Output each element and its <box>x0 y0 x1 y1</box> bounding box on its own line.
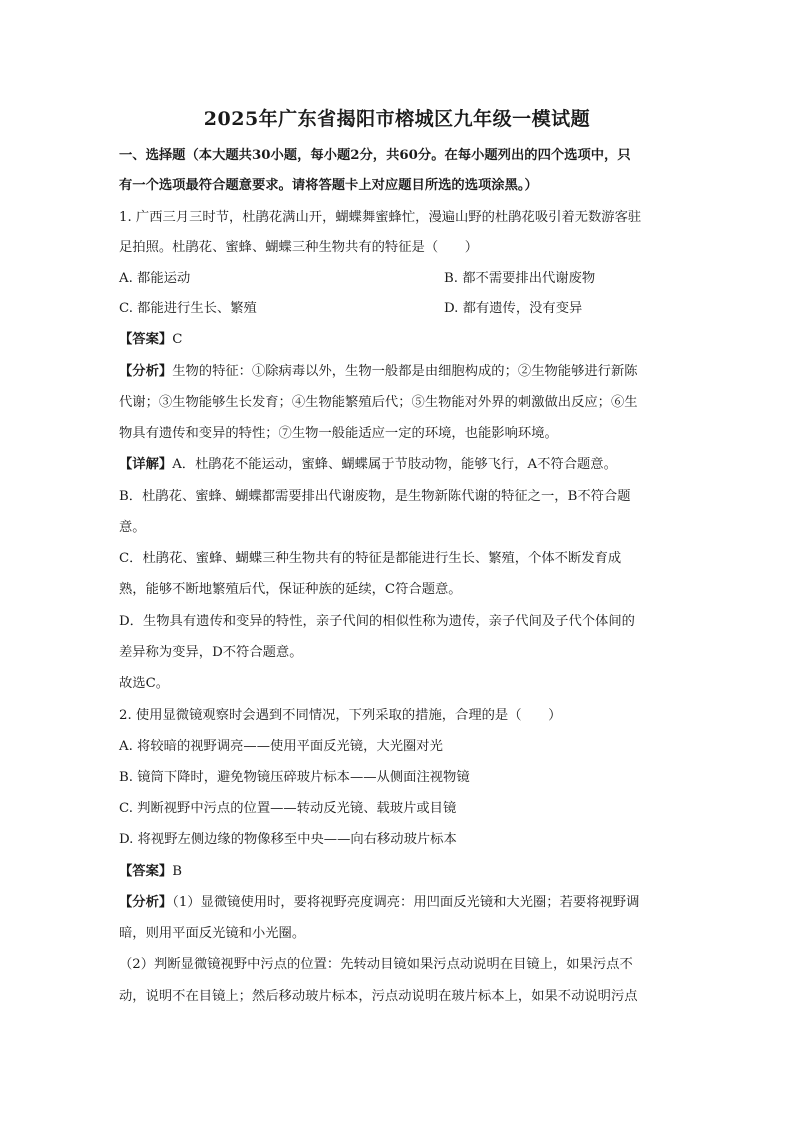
q1-option-a: A. 都能运动 <box>119 271 191 286</box>
q1-analysis-line-3: 物具有遗传和变异的特性；⑦生物一般能适应一定的环境，也能影响环境。 <box>119 426 558 441</box>
q2-analysis-line-3: （2）判断显微镜视野中污点的位置：先转动目镜如果污点动说明在目镜上，如果污点不 <box>119 957 633 972</box>
q1-stem-line-2: 足拍照。杜鹃花、蜜蜂、蝴蝶三种生物共有的特征是（ ） <box>119 240 479 255</box>
q1-detail-line-4: C．杜鹃花、蜜蜂、蝴蝶三种生物共有的特征是都能进行生长、繁殖，个体不断发育成 <box>119 551 622 566</box>
section-heading-line-1: 一、选择题（本大题共30小题，每小题2分，共60分。在每小题列出的四个选项中，只 <box>119 148 631 163</box>
detail-text: A．杜鹃花不能运动，蜜蜂、蝴蝶属于节肢动物，能够飞行，A不符合题意。 <box>172 457 617 472</box>
answer-label: 【答案】 <box>119 332 173 347</box>
q1-detail-line-2: B．杜鹃花、蜜蜂、蝴蝶都需要排出代谢废物，是生物新陈代谢的特征之一，B不符合题 <box>119 489 631 504</box>
answer-value: B <box>172 864 182 879</box>
q2-option-a: A. 将较暗的视野调亮——使用平面反光镜，大光圈对光 <box>119 739 443 754</box>
q2-option-b: B. 镜筒下降时，避免物镜压碎玻片标本——从侧面注视物镜 <box>119 770 470 785</box>
q2-option-d: D. 将视野左侧边缘的物像移至中央——向右移动玻片标本 <box>119 832 457 847</box>
page-title: 2025年广东省揭阳市榕城区九年级一模试题 <box>203 108 591 130</box>
analysis-text: （1）显微镜使用时，要将视野亮度调亮：用凹面反光镜和大光圈；若要将视野调 <box>172 895 640 910</box>
q1-option-d: D. 都有遗传，没有变异 <box>444 301 583 316</box>
q1-detail-line-7: 差异称为变异，D不符合题意。 <box>119 645 303 660</box>
q2-option-c: C. 判断视野中污点的位置——转动反光镜、载玻片或目镜 <box>119 801 457 816</box>
q1-detail-line-6: D．生物具有遗传和变异的特性，亲子代间的相似性称为遗传，亲子代间及子代个体间的 <box>119 614 635 629</box>
q1-analysis-line-2: 代谢；③生物能够生长发育；④生物能繁殖后代；⑤生物能对外界的刺激做出反应；⑥生 <box>119 395 638 410</box>
q2-stem: 2. 使用显微镜观察时会遇到不同情况，下列采取的措施，合理的是（ ） <box>119 708 562 723</box>
q2-answer <box>119 862 679 882</box>
q2-analysis-line-2: 暗，则用平面反光镜和小光圈。 <box>119 926 306 941</box>
answer-label: 【答案】 <box>119 864 173 879</box>
analysis-label: 【分析】 <box>119 895 173 910</box>
q2-analysis-line-1 <box>119 893 679 913</box>
answer-value: C <box>172 332 183 347</box>
detail-label: 【详解】 <box>119 457 173 472</box>
q1-option-c: C. 都能进行生长、繁殖 <box>119 301 257 316</box>
q2-analysis-line-4: 动，说明不在目镜上；然后移动玻片标本，污点动说明在玻片标本上，如果不动说明污点 <box>119 989 638 1004</box>
q1-option-b: B. 都不需要排出代谢废物 <box>444 271 596 286</box>
q1-stem-line-1: 1. 广西三月三时节，杜鹃花满山开，蝴蝶舞蜜蜂忙，漫遍山野的杜鹃花吸引着无数游客驻 <box>119 210 642 225</box>
q1-detail-line-1 <box>119 455 679 475</box>
analysis-label: 【分析】 <box>119 364 173 379</box>
q1-answer <box>119 330 679 350</box>
q1-conclusion: 故选C。 <box>119 676 170 691</box>
q1-analysis-line-1 <box>119 362 679 382</box>
section-heading-line-2: 有一个选项最符合题意要求。请将答题卡上对应题目所选的选项涂黑。） <box>119 178 538 193</box>
q1-detail-line-5: 熟，能够不断地繁殖后代，保证种族的延续，C符合题意。 <box>119 582 462 597</box>
q1-detail-line-3: 意。 <box>119 520 146 535</box>
analysis-text: 生物的特征：①除病毒以外，生物一般都是由细胞构成的；②生物能够进行新陈 <box>172 364 638 379</box>
